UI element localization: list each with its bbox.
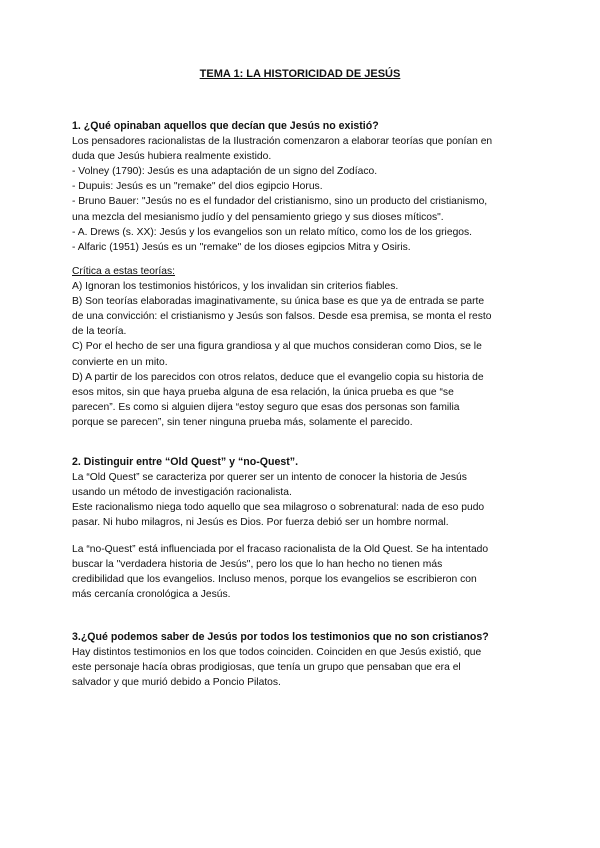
section-1-line: - Volney (1790): Jesús es una adaptación de un signo del Zodíaco. xyxy=(72,166,378,178)
section-3-line: Hay distintos testimonios en los que todos coinciden. Coinciden en que Jesús existió, que xyxy=(72,647,482,659)
critica-line: C) Por el hecho de ser una figura grandiosa y al que muchos consideran como Dios, se le xyxy=(72,341,482,353)
section-3-heading: 3.¿Qué podemos saber de Jesús por todos los testimonios que no son cristianos? xyxy=(72,631,489,643)
section-2-heading: 2. Distinguir entre “Old Quest” y “no-Quest”. xyxy=(72,456,299,468)
section-3 xyxy=(72,630,542,690)
section-2-line: pasar. Ni hubo milagros, ni Jesús es Dios. Por fuerza debió ser un hombre normal. xyxy=(72,517,449,529)
section-2-line: buscar la "verdadera historia de Jesús", pero los que lo han hecho no tienen más xyxy=(72,559,443,571)
section-3-line: este personaje hacía obras prodigiosas, que tenía un grupo que pensaban que era el xyxy=(72,662,461,674)
critica-line: D) A partir de los parecidos con otros relatos, deduce que el evangelio copia su historia de xyxy=(72,371,484,383)
section-2-line: La “Old Quest” se caracteriza por querer ser un intento de conocer la historia de Jesús xyxy=(72,472,467,484)
section-1-line: una mezcla del mesianismo judío y del pensamiento griego y sus dioses míticos". xyxy=(72,211,444,223)
critica-line: parecen”. Es como si alguien dijera “estoy seguro que esas dos personas son familia xyxy=(72,401,460,413)
section-1-line: - Alfaric (1951) Jesús es un "remake" de los dioses egipcios Mitra y Osiris. xyxy=(72,241,411,253)
critica-line: esos mitos, sin que haya prueba alguna de esa relación, la única prueba es que “se xyxy=(72,386,454,398)
document-title: TEMA 1: LA HISTORICIDAD DE JESÚS xyxy=(199,68,401,80)
section-1-heading: 1. ¿Qué opinaban aquellos que decían que Jesús no existió? xyxy=(72,120,379,132)
critica-line: B) Son teorías elaboradas imaginativamente, su única base es que ya de entrada se parte xyxy=(72,296,485,308)
section-2-line: La “no-Quest” está influenciada por el fracaso racionalista de la Old Quest. Se ha intentado xyxy=(72,544,489,555)
section-2 xyxy=(72,455,542,530)
critica-line: convierte en un mito. xyxy=(72,356,168,368)
critica-line: de la teoría. xyxy=(72,326,127,338)
critica-section xyxy=(72,264,542,430)
section-1-line: duda que Jesús hubiera realmente existido. xyxy=(72,151,272,163)
critica-line: porque se parecen”, sin tener ninguna prueba más, solamente el parecido. xyxy=(72,416,413,428)
section-2-paragraph-2 xyxy=(72,542,542,602)
section-2-line: credibilidad que los evangelios. Incluso menos, porque los evangelios se escribieron con xyxy=(72,574,477,586)
section-1-line: Los pensadores racionalistas de la Ilustración comenzaron a elaborar teorías que ponían en xyxy=(72,136,493,148)
critica-line: A) Ignoran los testimonios históricos, y los invalidan sin criterios fiables. xyxy=(72,281,399,293)
critica-heading: Crítica a estas teorías: xyxy=(72,266,176,277)
critica-line: de una convicción: el cristianismo y Jesús son falsos. Desde esa premisa, se monta el resto xyxy=(72,311,492,323)
section-1-line: - Dupuis: Jesús es un "remake" del dios egipcio Horus. xyxy=(72,181,323,193)
section-1 xyxy=(72,119,542,255)
section-3-line: salvador y que murió debido a Poncio Pilatos. xyxy=(72,677,281,689)
section-1-line: - Bruno Bauer: "Jesús no es el fundador del cristianismo, sino un producto del cristianismo, xyxy=(72,196,488,208)
section-2-line: usando un método de investigación racionalista. xyxy=(72,487,292,499)
section-2-line: Este racionalismo niega todo aquello que sea milagroso o sobrenatural: nada de eso pudo xyxy=(72,502,485,514)
section-1-line: - A. Drews (s. XX): Jesús y los evangelios son un relato mítico, como los de los griegos. xyxy=(72,226,473,238)
section-2-line: más cercanía cronológica a Jesús. xyxy=(72,589,231,601)
